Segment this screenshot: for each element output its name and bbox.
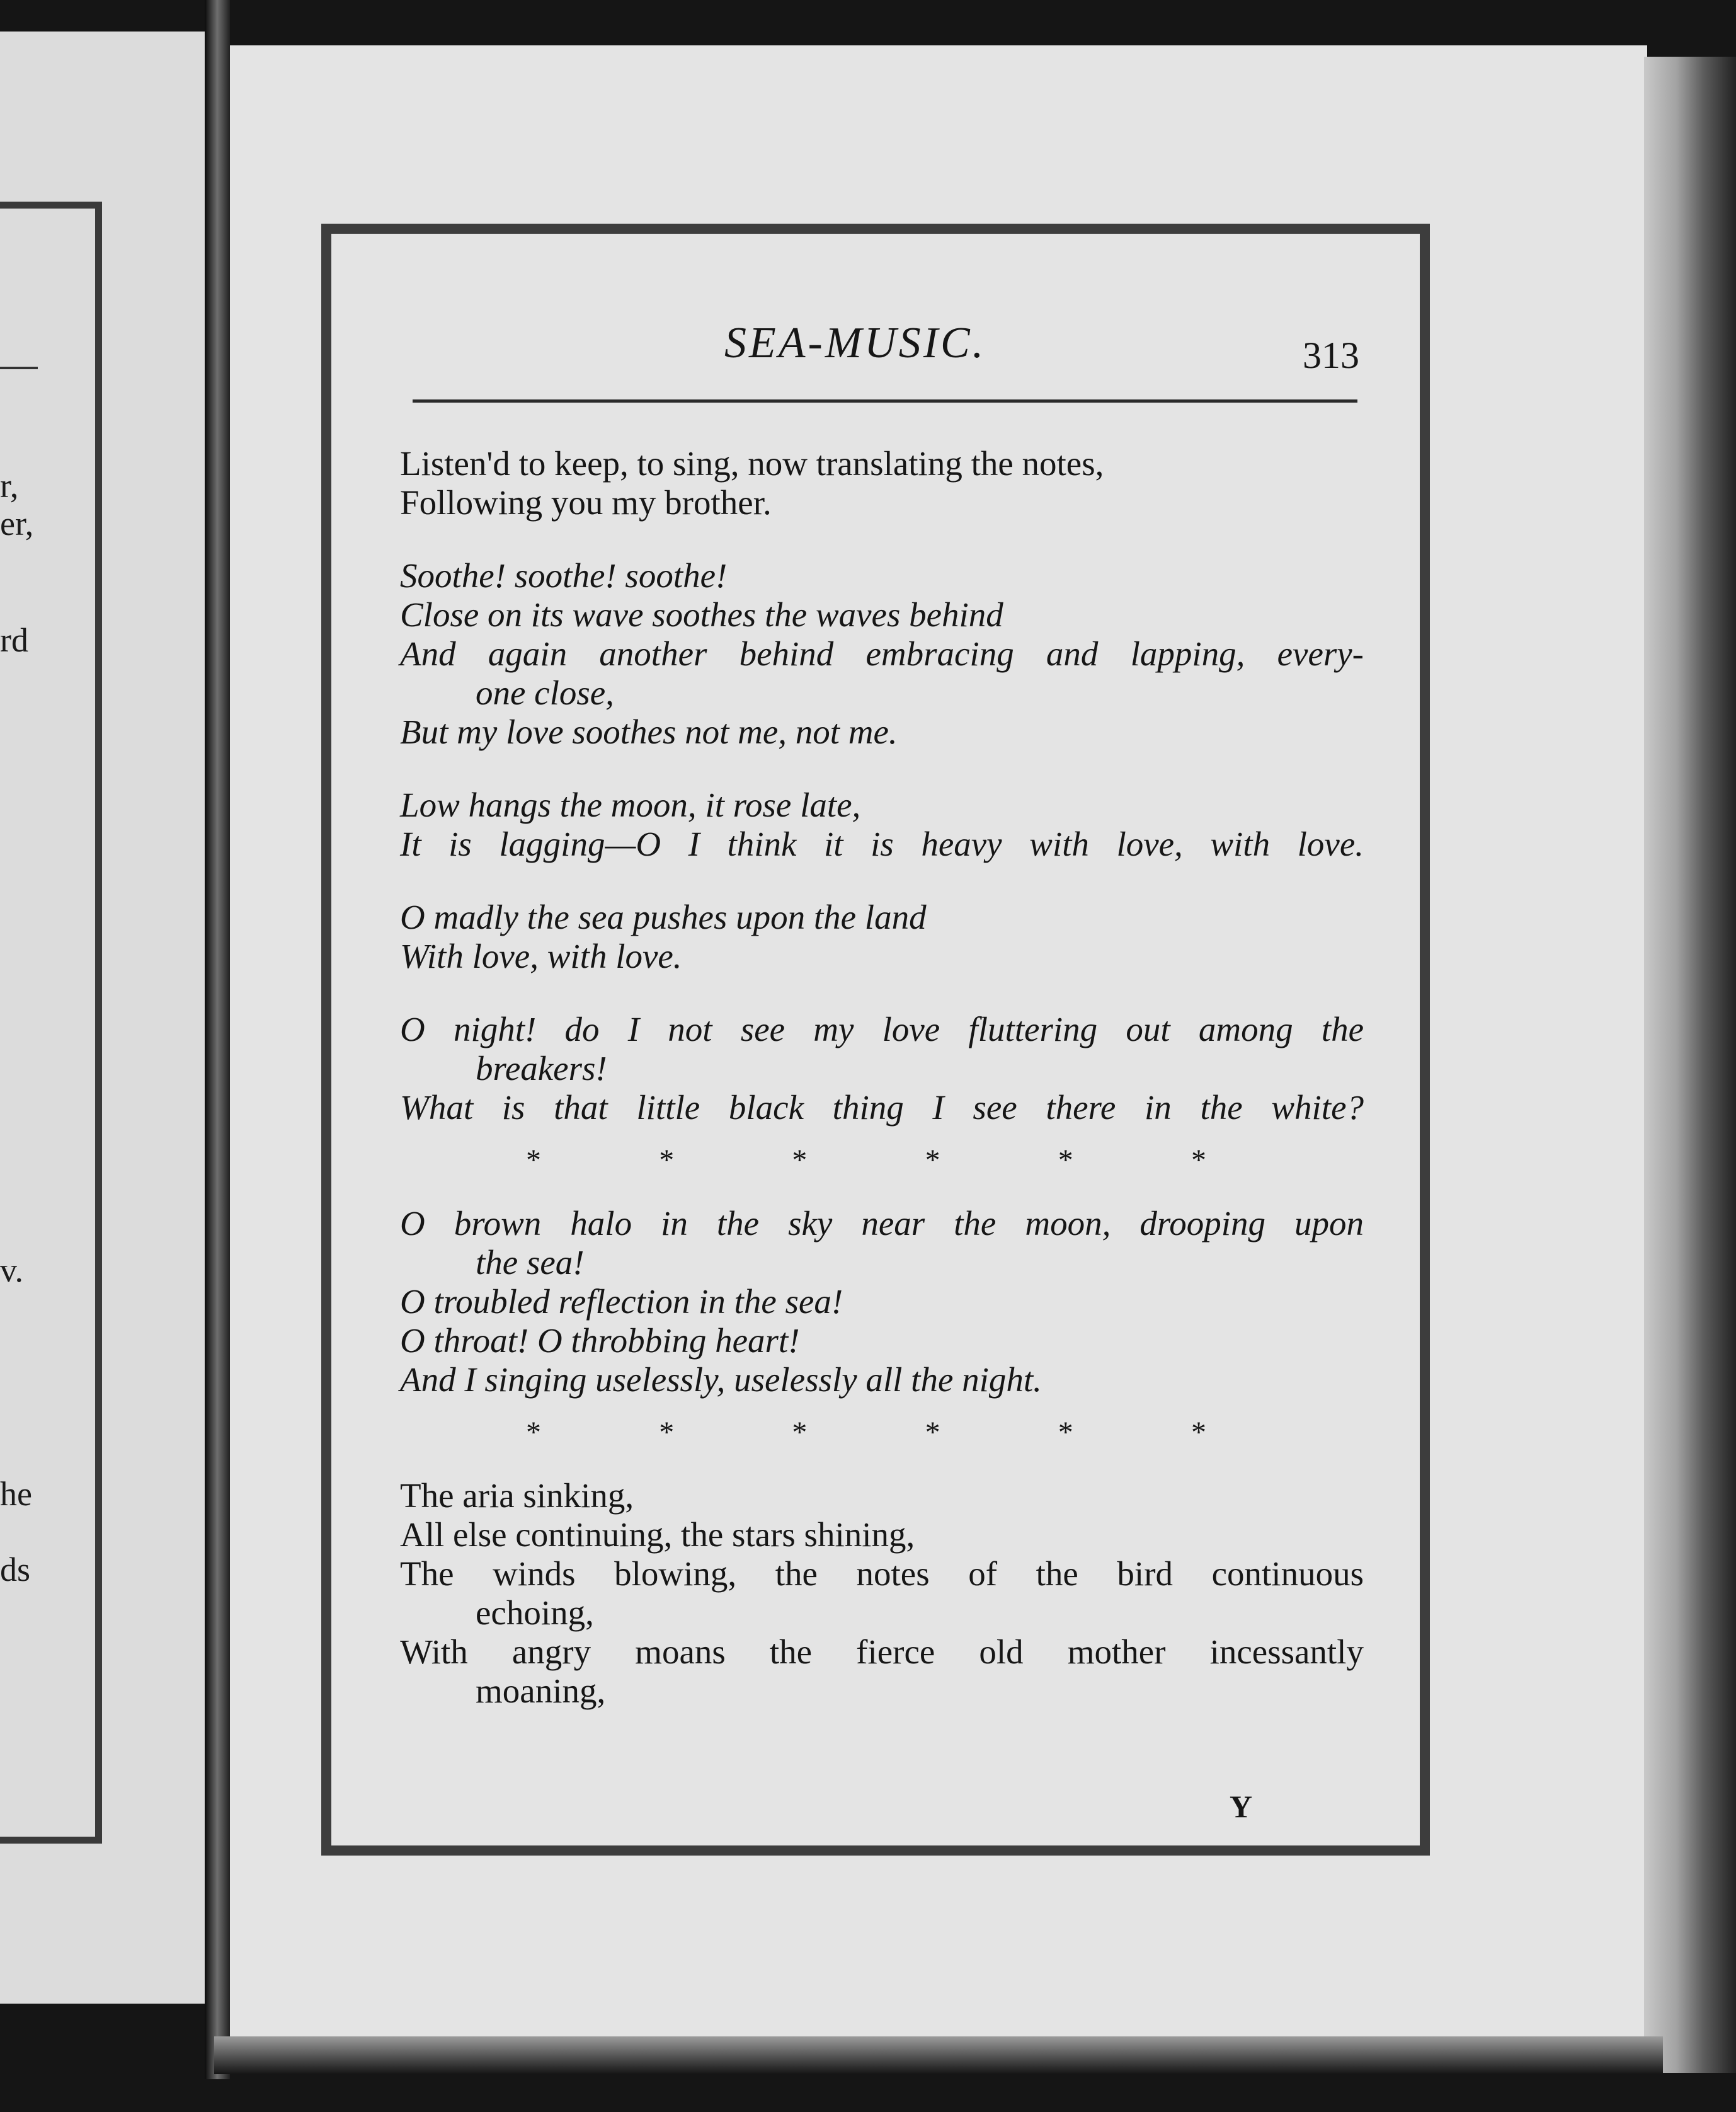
book-page-edges <box>1644 57 1736 2073</box>
poem-line: With love, with love. <box>400 937 682 975</box>
asterisk: * <box>1058 1144 1073 1177</box>
asterisk: * <box>792 1144 808 1177</box>
poem-line-continuation: breakers! <box>476 1049 607 1088</box>
left-page-border <box>0 202 102 1844</box>
stanza-gap <box>400 976 1364 1010</box>
section-break-asterisks <box>526 1141 1206 1180</box>
asterisk: * <box>1191 1144 1206 1177</box>
poem-line-continuation: echoing, <box>476 1593 594 1632</box>
poem-line: Close on its wave soothes the waves behind <box>400 595 1003 634</box>
poem-line: O madly the sea pushes upon the land <box>400 898 927 936</box>
poem-line: O night! do I not see my love fluttering out among the <box>400 1010 1364 1048</box>
poem-line: The aria sinking, <box>400 1476 634 1515</box>
poem-line-continuation: one close, <box>476 674 614 712</box>
poem-line: O troubled reflection in the sea! <box>400 1282 843 1321</box>
page-number: 313 <box>1303 335 1359 376</box>
running-title: SEA-MUSIC. <box>724 319 986 367</box>
poem-line-continuation: moaning, <box>476 1672 606 1710</box>
poem-line: What is that little black thing I see there in the white? <box>400 1088 1364 1127</box>
poem-line: And I singing uselessly, uselessly all the night. <box>400 1360 1042 1399</box>
poem-line: It is lagging—O I think it is heavy with love, with love. <box>400 825 1364 863</box>
signature-mark: Y <box>1230 1789 1253 1824</box>
asterisk: * <box>1058 1416 1073 1449</box>
asterisk: * <box>659 1416 675 1449</box>
poem-line: Soothe! soothe! soothe! <box>400 556 728 595</box>
left-fragment: ds <box>0 1551 31 1588</box>
asterisk: * <box>792 1416 808 1449</box>
asterisk: * <box>526 1144 541 1177</box>
left-fragment: rd <box>0 621 28 659</box>
section-break-asterisks <box>526 1413 1206 1452</box>
poem-line: All else continuing, the stars shining, <box>400 1515 915 1554</box>
left-facing-page <box>0 32 205 2004</box>
poem-body <box>400 444 1364 1711</box>
left-fragment: r, <box>0 467 19 505</box>
stanza-gap <box>400 522 1364 556</box>
left-page-header-rule <box>0 367 38 369</box>
stanza-gap <box>400 752 1364 786</box>
book-bottom-edge <box>214 2036 1663 2074</box>
asterisk: * <box>925 1144 940 1177</box>
poem-line: But my love soothes not me, not me. <box>400 713 898 751</box>
poem-line-continuation: the sea! <box>476 1243 585 1282</box>
poem-line: With angry moans the fierce old mother incessantly <box>400 1633 1364 1671</box>
left-fragment: v. <box>0 1251 23 1289</box>
poem-line: The winds blowing, the notes of the bird continuous <box>400 1554 1364 1593</box>
poem-line: Low hangs the moon, it rose late, <box>400 786 861 824</box>
left-fragment: he <box>0 1475 32 1513</box>
poem-line: Listen'd to keep, to sing, now translating the notes, <box>400 444 1104 483</box>
header-rule <box>413 399 1357 403</box>
asterisk: * <box>925 1416 940 1449</box>
stanza-gap <box>400 864 1364 898</box>
asterisk: * <box>659 1144 675 1177</box>
left-fragment: er, <box>0 505 34 542</box>
book-gutter <box>205 0 230 2079</box>
poem-line: And again another behind embracing and lapping, every- <box>400 634 1364 673</box>
poem-line: O brown halo in the sky near the moon, drooping upon <box>400 1204 1364 1243</box>
asterisk: * <box>526 1416 541 1449</box>
poem-line: Following you my brother. <box>400 483 772 522</box>
poem-line: O throat! O throbbing heart! <box>400 1321 800 1360</box>
asterisk: * <box>1191 1416 1206 1449</box>
